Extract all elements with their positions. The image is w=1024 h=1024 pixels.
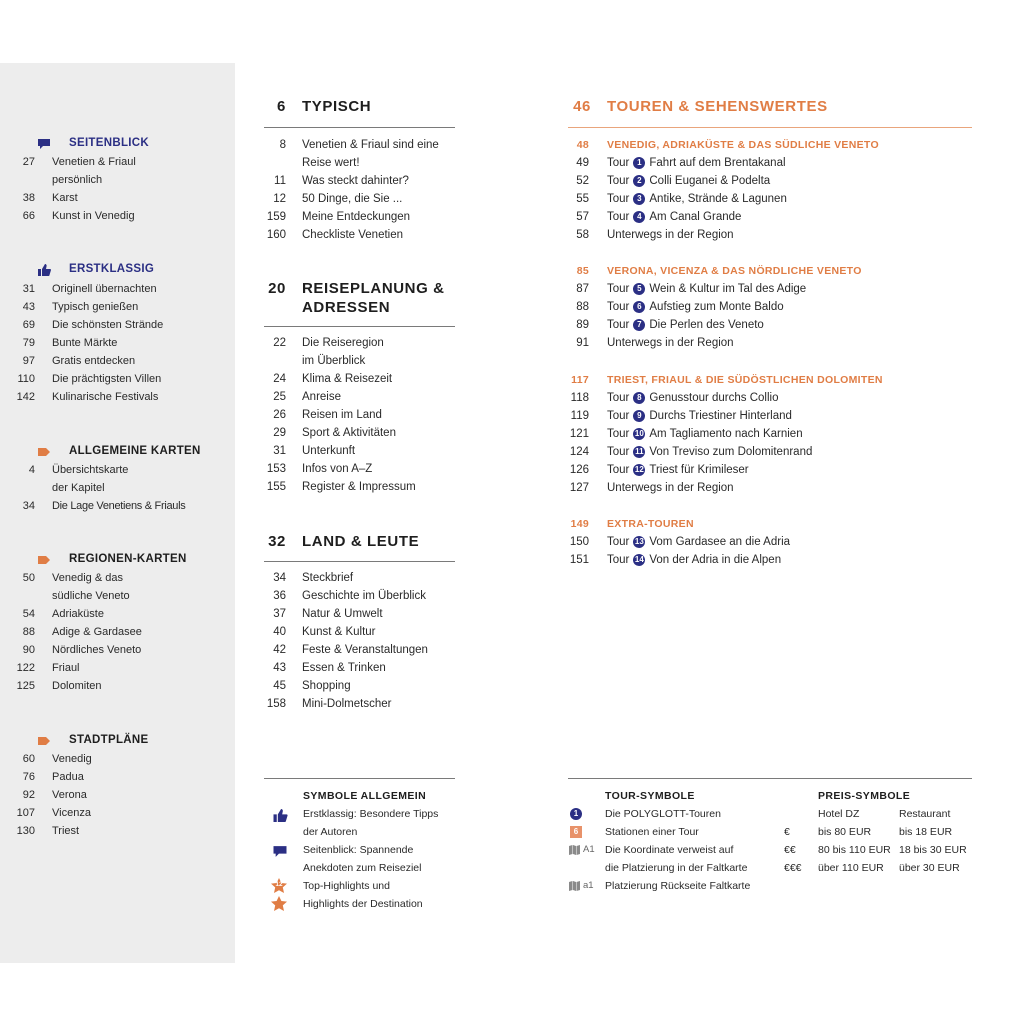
price-restaurant: bis 18 EUR: [899, 826, 953, 838]
thumbs-up-icon: [272, 809, 288, 822]
legend-line: der Autoren: [303, 826, 358, 838]
chapter-heading-reiseplanung: 20 REISEPLANUNG & ADRESSEN: [268, 280, 445, 316]
tour-row: 118 Tour 8 Genusstour durchs Collio: [570, 392, 779, 404]
legend-tour-list: [605, 805, 750, 895]
list-item: 40 Kunst & Kultur: [273, 626, 376, 638]
legend-line: Die Koordinate verweist auf: [605, 844, 734, 856]
list-item: 34 Steckbrief: [273, 572, 354, 584]
sidebar-list-regionen-karten: [0, 569, 142, 695]
station-marker: 6: [570, 826, 582, 838]
list-item: 110 Die prächtigsten Villen: [17, 373, 162, 385]
divider: [264, 778, 455, 779]
price-column-restaurant: Restaurant: [899, 808, 951, 820]
list-item: 38 Karst: [22, 192, 78, 204]
list-item: 45 Shopping: [273, 680, 351, 692]
list-item: 54 Adriaküste: [22, 608, 104, 620]
price-symbol: €€: [784, 844, 796, 856]
list-item: 122 Friaul: [16, 662, 80, 674]
tour-row: 89 Tour 7 Die Perlen des Veneto: [576, 319, 764, 331]
map-coordinate-symbol: [569, 844, 595, 855]
list-item: 25 Anreise: [273, 391, 341, 403]
tour-number-badge: 8: [633, 392, 645, 404]
tour-number-badge: 14: [634, 555, 644, 564]
chapter-heading-land-leute: 32 LAND & LEUTE: [268, 533, 420, 550]
price-hotel: 80 bis 110 EUR: [818, 844, 891, 856]
legend-heading-tour-symbole: TOUR-SYMBOLE: [605, 790, 695, 802]
tour-row: 124 Tour 11 Von Treviso zum Dolomitenrand: [569, 446, 813, 458]
tour-row: 127 Unterwegs in der Region: [569, 482, 734, 494]
list-item: 27 Venetien & Friaul: [22, 156, 136, 168]
folded-map-icon: [569, 881, 580, 891]
map-tag-icon: [37, 446, 51, 458]
list-item: 90 Nördliches Veneto: [22, 644, 142, 656]
list-item: 43 Essen & Trinken: [273, 662, 386, 674]
legend-line: Seitenblick: Spannende: [303, 844, 414, 856]
list-item: 107 Vicenza: [16, 807, 91, 819]
chapter-heading-touren: 46 TOUREN & SEHENSWERTES: [573, 98, 828, 115]
tour-number-badge: 1: [633, 157, 645, 169]
legend-line: Platzierung Rückseite Faltkarte: [605, 880, 751, 892]
list-item: 60 Venedig: [22, 753, 92, 765]
sidebar-heading-stadtplaene: STADTPLÄNE: [69, 734, 149, 746]
list-item: persönlich: [52, 174, 103, 186]
list-item: 69 Die schönsten Strände: [22, 319, 164, 331]
price-column-hotel: Hotel DZ: [818, 808, 860, 820]
tour-section-heading: 85 VERONA, VICENZA & DAS NÖRDLICHE VENETO: [576, 265, 862, 277]
tour-number-badge: 4: [633, 211, 645, 223]
sidebar-list-seitenblick: [0, 153, 136, 225]
tour-row: 49 Tour 1 Fahrt auf dem Brentakanal: [576, 157, 786, 169]
tour-row: 87 Tour 5 Wein & Kultur im Tal des Adige: [576, 283, 807, 295]
list-item: 24 Klima & Reisezeit: [273, 373, 393, 385]
list-item: Reise wert!: [302, 157, 360, 169]
list-item: 37 Natur & Umwelt: [273, 608, 383, 620]
legend-line: Highlights der Destination: [303, 898, 423, 910]
tour-number-badge: 13: [634, 537, 644, 546]
price-table: [784, 823, 967, 877]
list-item: 12 50 Dinge, die Sie ...: [273, 193, 403, 205]
legend-heading-symbole: SYMBOLE ALLGEMEIN: [303, 790, 427, 802]
list-item: südliche Veneto: [52, 590, 130, 602]
list-item: 97 Gratis entdecken: [22, 355, 136, 367]
price-restaurant: über 30 EUR: [899, 862, 960, 874]
list-item: 11 Was steckt dahinter?: [274, 175, 409, 187]
divider: [264, 561, 455, 562]
price-row: [784, 859, 967, 877]
price-row: [784, 841, 967, 859]
legend-line: Anekdoten zum Reiseziel: [303, 862, 422, 874]
legend-line: Stationen einer Tour: [605, 826, 699, 838]
list-item: 22 Die Reiseregion: [273, 337, 384, 349]
star-icon: [271, 896, 287, 912]
tour-number-badge: 5: [633, 283, 645, 295]
chapter-title-line: REISEPLANUNG &: [302, 280, 445, 297]
sidebar-list-erstklassig: [0, 280, 163, 406]
map-tag-icon: [37, 735, 51, 747]
list-item: 130 Triest: [16, 825, 80, 837]
list-item: 159 Meine Entdeckungen: [266, 211, 411, 223]
chapter-heading-typisch: 6 TYPISCH: [277, 98, 372, 115]
toc-list-land-leute: [262, 569, 428, 713]
price-hotel: über 110 EUR: [818, 862, 884, 874]
list-item: 8 Venetien & Friaul sind eine: [279, 139, 439, 151]
list-item: 66 Kunst in Venedig: [22, 210, 135, 222]
tour-row: 151 Tour 14 Von der Adria in die Alpen: [569, 554, 782, 566]
speech-bubble-icon: [272, 845, 288, 858]
list-item: 76 Padua: [22, 771, 84, 783]
list-item: 4 Übersichtskarte: [28, 464, 129, 476]
list-item: 31 Unterkunft: [273, 445, 356, 457]
chapter-title-line: ADRESSEN: [302, 299, 391, 316]
map-back-symbol: [569, 880, 594, 891]
list-item: 42 Feste & Veranstaltungen: [273, 644, 428, 656]
tour-number-badge: 10: [634, 429, 644, 438]
tour-section: [567, 262, 862, 352]
divider: [568, 778, 972, 779]
tour-row: 91 Unterwegs in der Region: [576, 337, 734, 349]
list-item: 43 Typisch genießen: [22, 301, 139, 313]
list-item: 158 Mini-Dolmetscher: [266, 698, 392, 710]
list-item: 153 Infos von A–Z: [266, 463, 373, 475]
sidebar-list-allgemeine-karten: [0, 461, 185, 515]
toc-list-typisch: [262, 136, 439, 244]
map-tag-icon: [37, 554, 51, 566]
toc-list-reiseplanung: [262, 334, 416, 496]
list-item: 125 Dolomiten: [16, 680, 102, 692]
sidebar-heading-seitenblick: SEITENBLICK: [69, 137, 149, 149]
divider: [264, 127, 455, 128]
tour-number-badge: 3: [633, 193, 645, 205]
legend-line: Top-Highlights und: [303, 880, 390, 892]
list-item: 50 Venedig & das: [22, 572, 123, 584]
legend-symbole-list: [303, 805, 438, 913]
list-item: 79 Bunte Märkte: [22, 337, 118, 349]
tour-section-heading: 117 TRIEST, FRIAUL & DIE SÜDÖSTLICHEN DOLOMITEN: [571, 374, 883, 386]
tour-number-badge: 6: [633, 301, 645, 313]
coordinate-code: a1: [583, 880, 594, 891]
tour-row: 150 Tour 13 Vom Gardasee an die Adria: [569, 536, 791, 548]
tour-row: 58 Unterwegs in der Region: [576, 229, 734, 241]
list-item: 142 Kulinarische Festivals: [16, 391, 159, 403]
sidebar-heading-erstklassig: ERSTKLASSIG: [69, 263, 155, 275]
tour-row: 55 Tour 3 Antike, Strände & Lagunen: [576, 193, 787, 205]
thumbs-up-icon: [37, 264, 51, 276]
tour-number-badge: 7: [633, 319, 645, 331]
tour-number-badge: 2: [633, 175, 645, 187]
price-row: [784, 823, 967, 841]
list-item: 31 Originell übernachten: [22, 283, 157, 295]
list-item: 26 Reisen im Land: [273, 409, 382, 421]
price-hotel: bis 80 EUR: [818, 826, 872, 838]
sidebar-heading-regionen-karten: REGIONEN-KARTEN: [69, 553, 187, 565]
top-highlight-icon: [271, 878, 287, 894]
tour-row: 119 Tour 9 Durchs Triestiner Hinterland: [570, 410, 792, 422]
list-item: 36 Geschichte im Überblick: [273, 590, 426, 602]
tour-number-badge: 12: [634, 465, 644, 474]
tour-section-heading: 149 EXTRA-TOUREN: [570, 518, 694, 530]
list-item: 92 Verona: [22, 789, 87, 801]
tour-number-badge: 1: [570, 808, 582, 820]
list-item: 29 Sport & Aktivitäten: [273, 427, 396, 439]
divider: [568, 127, 972, 128]
folded-map-icon: [569, 845, 580, 855]
price-restaurant: 18 bis 30 EUR: [899, 844, 967, 856]
sidebar-heading-allgemeine-karten: ALLGEMEINE KARTEN: [69, 445, 201, 457]
list-item: 160 Checkliste Venetien: [266, 229, 404, 241]
divider: [264, 326, 455, 327]
price-symbol: €€€: [784, 862, 802, 874]
tour-section: [567, 136, 879, 244]
coordinate-code: A1: [583, 844, 595, 855]
tour-number-badge: 9: [633, 410, 645, 422]
price-symbol: €: [784, 826, 790, 838]
legend-line: die Platzierung in der Faltkarte: [605, 862, 748, 874]
tour-number-badge: 11: [635, 447, 644, 456]
tour-section: [567, 371, 883, 497]
legend-line: Die POLYGLOTT-Touren: [605, 808, 721, 820]
tour-row: 57 Tour 4 Am Canal Grande: [576, 211, 742, 223]
tour-section-heading: 48 VENEDIG, ADRIAKÜSTE & DAS SÜDLICHE VENETO: [576, 139, 879, 151]
tour-row: 126 Tour 12 Triest für Krimileser: [569, 464, 749, 476]
list-item: 88 Adige & Gardasee: [22, 626, 142, 638]
speech-bubble-icon: [37, 138, 51, 150]
tour-row: 88 Tour 6 Aufstieg zum Monte Baldo: [576, 301, 784, 313]
legend-heading-preis-symbole: PREIS-SYMBOLE: [818, 790, 911, 802]
list-item: der Kapitel: [52, 482, 105, 494]
tour-section: [567, 515, 790, 569]
top-highlight-number: 12: [275, 881, 283, 888]
tour-row: 121 Tour 10 Am Tagliamento nach Karnien: [569, 428, 803, 440]
sidebar-list-stadtplaene: [0, 750, 92, 840]
list-item: 34 Die Lage Venetiens & Friauls: [22, 500, 186, 512]
list-item: im Überblick: [302, 355, 366, 367]
legend-line: Erstklassig: Besondere Tipps: [303, 808, 439, 820]
tour-row: 52 Tour 2 Colli Euganei & Podelta: [576, 175, 771, 187]
list-item: 155 Register & Impressum: [266, 481, 416, 493]
